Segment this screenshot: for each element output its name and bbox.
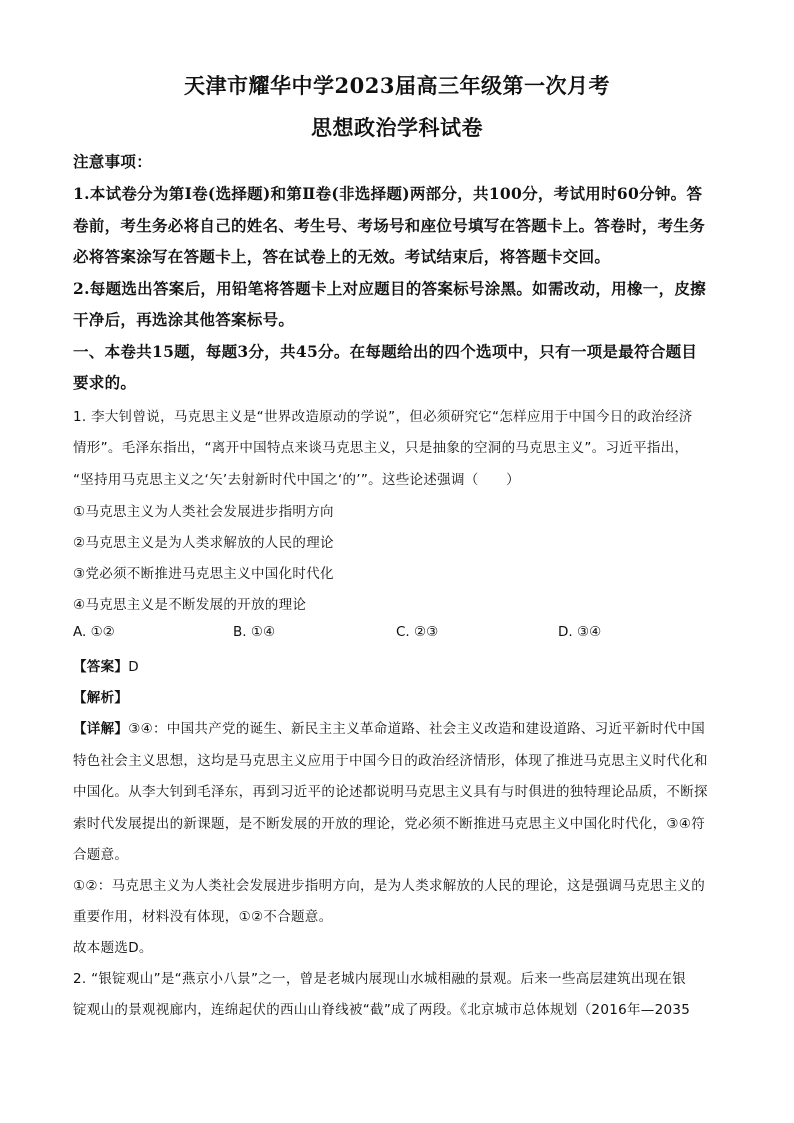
- detail-text: 重要作用，材料没有体现，①②不合题意。: [73, 909, 333, 925]
- option-c: C. ②③: [396, 624, 439, 640]
- detail-text: ③④：中国共产党的诞生、新民主主义革命道路、社会主义改造和建设道路、习近平新时代中国: [128, 721, 706, 737]
- answer-value: D: [128, 659, 139, 675]
- answer-label: 【答案】: [73, 659, 129, 675]
- exam-title: 天津市耀华中学2023届高三年级第一次月考: [184, 73, 610, 98]
- detail-row: [73, 717, 723, 737]
- statement-item: ①马克思主义为人类社会发展进步指明方向: [73, 504, 334, 520]
- detail-conclusion: 故本题选D。: [73, 940, 153, 956]
- notice-line: 2.每题选出答案后，用铅笔将答题卡上对应题目的答案标号涂黑。如需改动，用橡一，皮擦: [73, 279, 706, 298]
- option-a: A. ①②: [73, 624, 115, 640]
- notice-line: 卷前，考生务必将自己的姓名、考生号、考场号和座位号填写在答题卡上。答卷时，考生务: [73, 216, 706, 235]
- detail-text: ①②：马克思主义为人类社会发展进步指明方向，是为人类求解放的人民的理论，这是强调马克思主义的: [73, 878, 706, 894]
- notice-line: 1.本试卷分为第Ⅰ卷(选择题)和第Ⅱ卷(非选择题)两部分，共100分，考试用时60分钟。答: [73, 184, 703, 203]
- detail-label: 【详解】: [73, 721, 129, 737]
- exam-subtitle: 思想政治学科试卷: [311, 115, 483, 140]
- statement-item: ②马克思主义是为人类求解放的人民的理论: [73, 535, 334, 551]
- question-stem: 1. 李大钊曾说，马克思主义是“世界改造原动的学说”，但必须研究它“怎样应用于中国今日的政治经济: [73, 409, 693, 425]
- option-d: D. ③④: [558, 624, 602, 640]
- detail-text: 索时代发展提出的新课题，是不断发展的开放的理论，党必须不断推进马克思主义中国化时代化，③④符: [73, 816, 706, 832]
- detail-text: 特色社会主义思想，这均是马克思主义应用于中国今日的政治经济情形，体现了推进马克思主义时代化和: [73, 753, 708, 769]
- analysis-row: [73, 686, 723, 706]
- question-stem: “坚持用马克思主义之‘矢’去射新时代中国之‘的’”。这些论述强调（ ）: [73, 472, 520, 488]
- detail-text: 合题意。: [73, 847, 129, 863]
- notice-line: 干净后，再选涂其他答案标号。: [73, 310, 295, 329]
- section-instruction: 要求的。: [73, 373, 137, 392]
- notice-heading: 注意事项：: [73, 152, 153, 171]
- question-stem: 情形”。毛泽东指出，“离开中国特点来谈马克思主义，只是抽象的空洞的马克思主义”。习近平指出，: [73, 440, 689, 456]
- statement-item: ③党必须不断推进马克思主义中国化时代化: [73, 566, 334, 582]
- analysis-label: 【解析】: [73, 690, 129, 706]
- section-instruction: 一、本卷共15题，每题3分，共45分。在每题给出的四个选项中，只有一项是最符合题目: [73, 342, 698, 361]
- detail-text: 中国化。从李大钊到毛泽东，再到习近平的论述都说明马克思主义具有与时俱进的独特理论品质，不断探: [73, 784, 708, 800]
- question-stem: 2. “银锭观山”是“燕京小八景”之一，曾是老城内展现山水城相融的景观。后来一些高层建筑出现在银: [73, 971, 687, 987]
- statement-item: ④马克思主义是不断发展的开放的理论: [73, 597, 307, 613]
- option-b: B. ①④: [233, 624, 276, 640]
- answer-row: [73, 655, 723, 675]
- notice-line: 必将答案涂写在答题卡上，答在试卷上的无效。考试结束后，将答题卡交回。: [73, 247, 611, 266]
- question-stem: 锭观山的景观视廊内，连绵起伏的西山山脊线被“截”成了两段。《北京城市总体规划（2016年—2035: [73, 1002, 691, 1018]
